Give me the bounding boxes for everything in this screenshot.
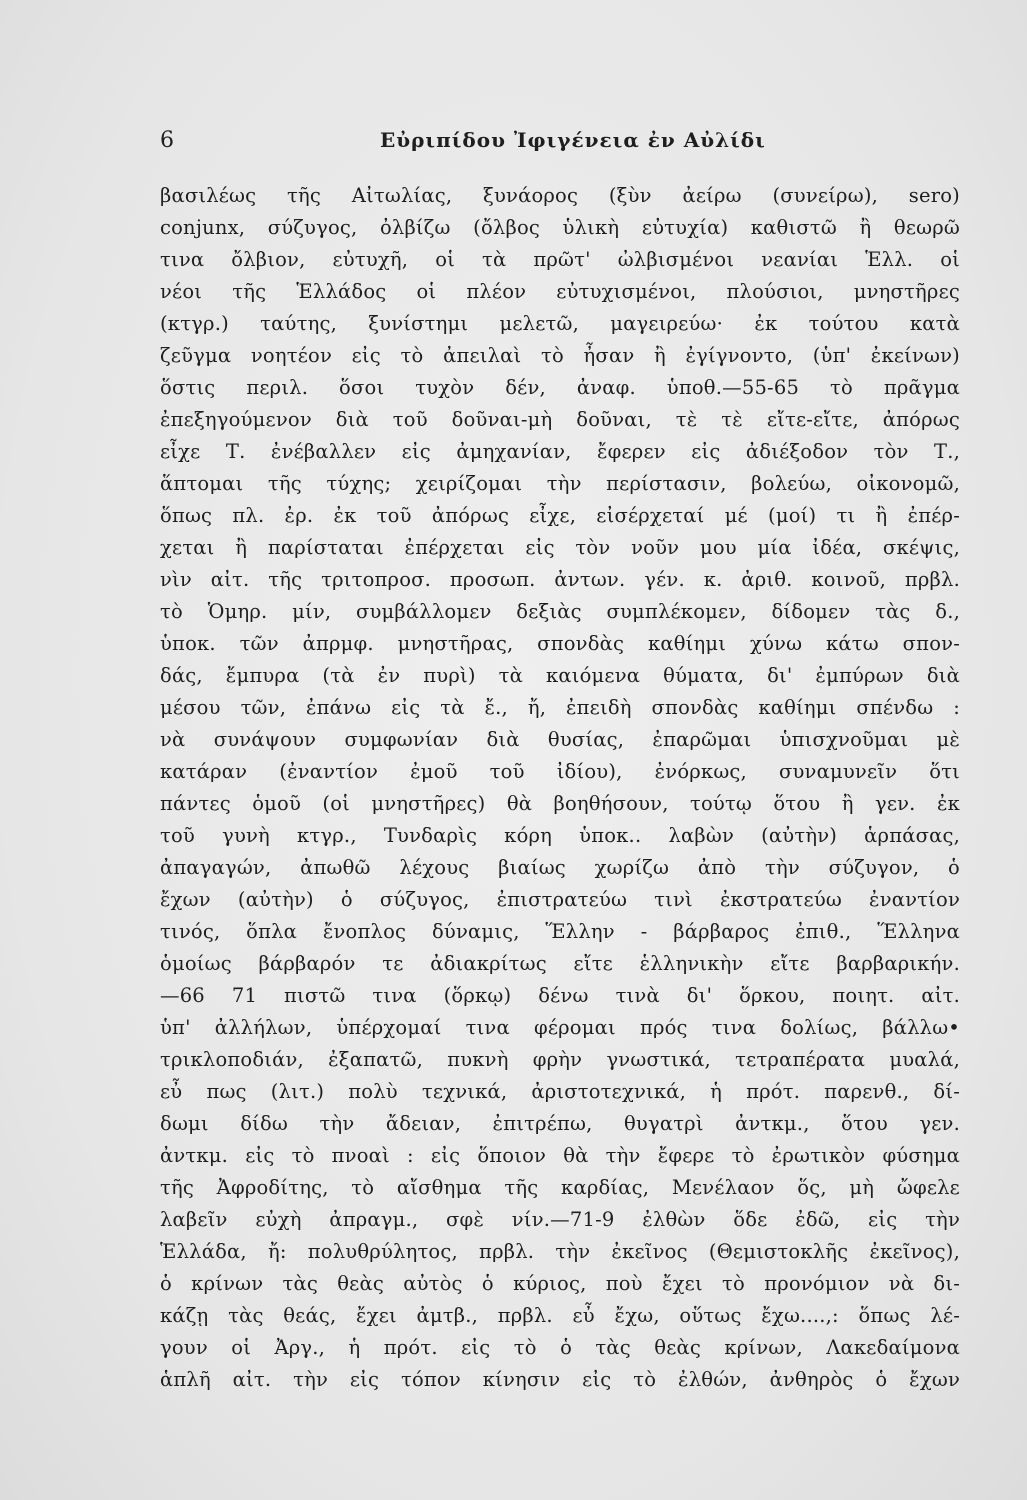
text-line: Ἑλλάδα, ἤ: πολυθρύλητος, πρβλ. τὴν ἐκεῖνος (Θεμιστοκλῆς ἐκεῖνος), xyxy=(160,1240,960,1263)
text-line: τινός, ὅπλα ἔνοπλος δύναμις, Ἕλλην - βάρβαρος ἐπιθ., Ἕλληνα xyxy=(160,920,960,943)
text-line: ὅπως πλ. ἐρ. ἐκ τοῦ ἀπόρως εἶχε, εἰσέρχεταί μέ (μοί) τι ἢ ἐπέρ- xyxy=(160,504,960,527)
text-line: νὰ συνάψουν συμφωνίαν διὰ θυσίας, ἐπαρῶμαι ὑπισχνοῦμαι μὲ xyxy=(160,728,960,751)
text-line: γουν οἱ Ἀργ., ἡ πρότ. εἰς τὸ ὁ τὰς θεὰς κρίνων, Λακεδαίμονα xyxy=(160,1336,960,1359)
text-line: δωμι δίδω τὴν ἄδειαν, ἐπιτρέπω, θυγατρὶ ἀντκμ., ὅτου γεν. xyxy=(160,1112,960,1135)
text-line: ἔχων (αὐτὴν) ὁ σύζυγος, ἐπιστρατεύω τινὶ ἐκστρατεύω ἐναντίον xyxy=(160,888,960,911)
text-line: κάζῃ τὰς θεάς, ἔχει ἀμτβ., πρβλ. εὖ ἔχω, οὕτως ἔχω....,: ὅπως λέ- xyxy=(160,1304,960,1327)
text-line: χεται ἢ παρίσταται ἐπέρχεται εἰς τὸν νοῦν μου μία ἰδέα, σκέψις, xyxy=(160,536,960,559)
text-line: τρικλοποδιάν, ἐξαπατῶ, πυκνὴ φρὴν γνωστικά, τετραπέρατα μυαλά, xyxy=(160,1048,960,1071)
text-line: ὑποκ. τῶν ἀπρμφ. μνηστῆρας, σπονδὰς καθίημι χύνω κάτω σπον- xyxy=(160,632,960,655)
text-line: μέσου τῶν, ἐπάνω εἰς τὰ ἔ., ἤ, ἐπειδὴ σπονδὰς καθίημι σπένδω : xyxy=(160,696,960,719)
text-line: —66 71 πιστῶ τινα (ὅρκῳ) δένω τινὰ δι' ὅρκου, ποιητ. αἰτ. xyxy=(160,984,960,1007)
text-line: τοῦ γυνὴ κτγρ., Τυνδαρὶς κόρη ὑποκ.. λαβὼν (αὐτὴν) ἁρπάσας, xyxy=(160,824,960,847)
text-line: πάντες ὁμοῦ (οἱ μνηστῆρες) θὰ βοηθήσουν, τούτῳ ὅτου ἢ γεν. ἐκ xyxy=(160,792,960,815)
text-line: τὸ Ὁμηρ. μίν, συμβάλλομεν δεξιὰς συμπλέκομεν, δίδομεν τὰς δ., xyxy=(160,600,960,623)
text-line: λαβεῖν εὐχὴ ἀπραγμ., σφὲ νίν.—71-9 ἐλθὼν ὅδε ἐδῶ, εἰς τὴν xyxy=(160,1208,960,1231)
text-line: εἶχε Τ. ἐνέβαλλεν εἰς ἀμηχανίαν, ἔφερεν εἰς ἀδιέξοδον τὸν Τ., xyxy=(160,440,960,463)
text-line: ὁμοίως βάρβαρόν τε ἀδιακρίτως εἴτε ἑλληνικὴν εἴτε βαρβαρικήν. xyxy=(160,952,960,975)
text-line: εὖ πως (λιτ.) πολὺ τεχνικά, ἀριστοτεχνικά, ἡ πρότ. παρενθ., δί- xyxy=(160,1080,960,1103)
page-header xyxy=(160,128,860,158)
running-title: Εὐριπίδου Ἰφιγένεια ἐν Αὐλίδι xyxy=(380,128,766,152)
text-line: (κτγρ.) ταύτης, ξυνίστημι μελετῶ, μαγειρεύω· ἐκ τούτου κατὰ xyxy=(160,312,960,335)
text-line: δάς, ἔμπυρα (τὰ ἐν πυρὶ) τὰ καιόμενα θύματα, δι' ἐμπύρων διὰ xyxy=(160,664,960,687)
text-line: ἁπλῆ αἰτ. τὴν εἰς τόπον κίνησιν εἰς τὸ ἐλθών, ἀνθηρὸς ὁ ἔχων xyxy=(160,1368,960,1391)
text-line: ὑπ' ἀλλήλων, ὑπέρχομαί τινα φέρομαι πρός τινα δολίως, βάλλω• xyxy=(160,1016,960,1039)
text-line: ὅστις περιλ. ὅσοι τυχὸν δέν, ἀναφ. ὑποθ.—55-65 τὸ πρᾶγμα xyxy=(160,376,960,399)
text-line: νὶν αἰτ. τῆς τριτοπροσ. προσωπ. ἀντων. γέν. κ. ἀριθ. κοινοῦ, πρβλ. xyxy=(160,568,960,591)
text-line: ἀντκμ. εἰς τὸ πνοαὶ : εἰς ὅποιον θὰ τὴν ἔφερε τὸ ἐρωτικὸν φύσημα xyxy=(160,1144,960,1167)
text-line: κατάραν (ἐναντίον ἐμοῦ τοῦ ἰδίου), ἐνόρκως, συναμυνεῖν ὅτι xyxy=(160,760,960,783)
text-line: ζεῦγμα νοητέον εἰς τὸ ἀπειλαὶ τὸ ἦσαν ἢ ἐγίγνοντο, (ὑπ' ἐκείνων) xyxy=(160,344,960,367)
text-line: ἅπτομαι τῆς τύχης; χειρίζομαι τὴν περίστασιν, βολεύω, οἰκονομῶ, xyxy=(160,472,960,495)
text-line: ὁ κρίνων τὰς θεὰς αὐτὸς ὁ κύριος, ποὺ ἔχει τὸ προνόμιον νὰ δι- xyxy=(160,1272,960,1295)
text-line: ἀπαγαγών, ἀπωθῶ λέχους βιαίως χωρίζω ἀπὸ τὴν σύζυγον, ὁ xyxy=(160,856,960,879)
text-line: βασιλέως τῆς Αἰτωλίας, ξυνάορος (ξὺν ἀείρω (συνείρω), sero) xyxy=(160,184,960,207)
text-line: τινα ὄλβιον, εὐτυχῆ, οἱ τὰ πρῶτ' ὠλβισμένοι νεανίαι Ἑλλ. οἱ xyxy=(160,248,960,271)
text-line: ἐπεξηγούμενον διὰ τοῦ δοῦναι-μὴ δοῦναι, τὲ τὲ εἴτε-εἴτε, ἀπόρως xyxy=(160,408,960,431)
text-line: conjunx, σύζυγος, ὀλβίζω (ὄλβος ὑλικὴ εὐτυχία) καθιστῶ ἢ θεωρῶ xyxy=(160,216,960,239)
commentary-text xyxy=(160,180,960,1396)
text-line: νέοι τῆς Ἑλλάδος οἱ πλέον εὐτυχισμένοι, πλούσιοι, μνηστῆρες xyxy=(160,280,960,303)
text-line: τῆς Ἀφροδίτης, τὸ αἴσθημα τῆς καρδίας, Μενέλαον ὅς, μὴ ὤφελε xyxy=(160,1176,960,1199)
page-number: 6 xyxy=(160,128,174,153)
